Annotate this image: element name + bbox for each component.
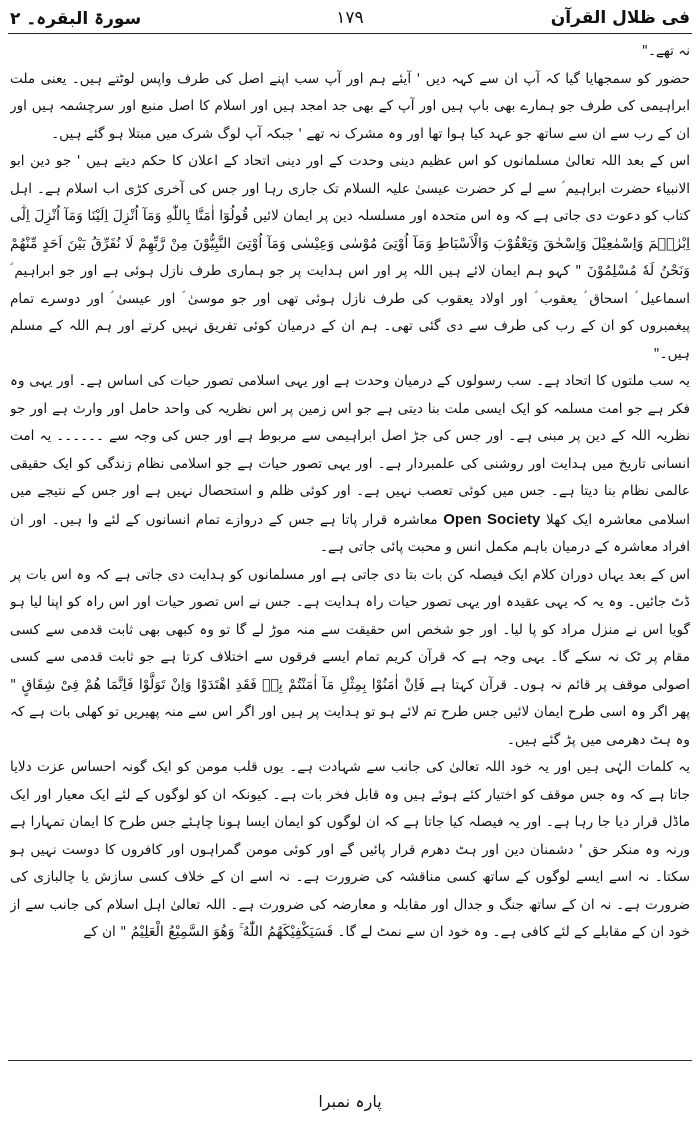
- footer-rule: [8, 1060, 692, 1061]
- book-title: فی ظلال القرآن: [550, 8, 690, 28]
- page-header: [8, 4, 692, 34]
- quran-verse: فَسَیَكْفِیْكَهُمُ اللّٰهُ ۚ وَهُوَ السَّمِیْعُ الْعَلِیْمُ: [130, 924, 334, 940]
- body-text: [10, 38, 690, 1050]
- page-number: ١٧٩: [336, 8, 364, 28]
- surah-title: سورۃ البقرہ۔ ٢: [10, 9, 142, 29]
- paragraph: حضور کو سمجھایا گیا کہ آپ ان سے کہہ دیں ' آیئے ہم اور آپ سب اپنے اصل کی طرف واپس لوٹتے ہیں۔ یعنی ملت ابراہیمی کی طرف جو ہمارے بھی باپ ہیں اور آپ کے بھی جد امجد ہیں اور اسلام کا اصل منبع اور سرچشمہ ہیں اور ان کے رب سے ان سے ساتھ جو عہد کیا ہوا تھا اور وہ مشرک نہ تھے ' جبکہ آپ لوگ شرک میں مبتلا ہو گئے ہیں۔: [10, 70, 690, 142]
- paragraph: اس کے بعد یہاں دوران کلام ایک فیصلہ کن بات بتا دی جاتی ہے اور مسلمانوں کو ہدایت دی جاتی ہے کہ وہ اس بات پر ڈٹ جائیں۔ وہ یہ کہ یہی عقیدہ اور یہی تصور حیات راہ ہدایت ہے۔ جس نے اس تصور حیات اور اس راہ کو اپنا لیا ہو گویا اس نے منزل مراد کو پا لیا۔ اور جو شخص اس حقیقت سے منہ موڑ لے گا تو وہ کبھی بھی ثابت قدمی سے کسی مقام پر ٹک نہ سکے گا۔ یہی وجہ ہے کہ قرآن کریم تمام ایسے فرقوں سے اختلاف کرتا ہے جو ثابت قدمی سے کسی اصولی موقف پر قائم نہ ہوں۔ قرآن کہتا ہے فَاِنْ اٰمَنُوْا بِمِثْلِ مَآ اٰمَنْتُمْ بِهٖ فَقَدِ اهْتَدَوْا وَاِنْ تَوَلَّوْا فَاِنَّمَا هُمْ فِیْ شِقَاقٍ " پھر اگر وہ اسی طرح ایمان لائیں جس طرح تم لائے ہو تو ہدایت پر ہیں اور اگر اس سے منہ پھیریں تو کھلی بات ہے کہ وہ ہٹ دھرمی میں پڑ گئے ہیں۔: [10, 566, 690, 748]
- header-rule: [8, 33, 692, 34]
- quran-verse: فَاِنْ اٰمَنُوْا بِمِثْلِ مَآ اٰمَنْتُمْ بِهٖ فَقَدِ اهْتَدَوْا وَاِنْ تَوَلَّوْا فَاِنَّمَا هُمْ فِیْ شِقَاقٍ: [21, 676, 425, 693]
- paragraph: اس کے بعد اللہ تعالیٰ مسلمانوں کو اس عظیم دینی وحدت کے اور دینی اتحاد کے اعلان کا حکم دیتے ہیں ' جو دین ابو الانبیاء حضرت ابراہیم ؑ سے لے کر حضرت عیسیٰ علیہ السلام تک جاری رہا اور جس کی آخری کڑی اب اسلام ہے۔ اہل کتاب کو دعوت دی جاتی ہے کہ وہ اس متحدہ اور مسلسلہ دین پر ایمان لائیں قُولُوٓا اٰمَنَّا بِاللّٰهِ وَمَآ اُنْزِلَ اِلَیْنَا وَمَآ اُنْزِلَ اِلٰٓى اِبْرٰهٖمَ وَاِسْمٰعِیْلَ وَاِسْحٰقَ وَیَعْقُوْبَ وَالْاَسْبَاطِ وَمَآ اُوْتِیَ مُوْسٰى وَعِیْسٰى وَمَآ اُوْتِیَ النَّبِیُّوْنَ مِنْ رَّبِّهِمْ لَا نُفَرِّقُ بَیْنَ اَحَدٍ مِّنْهُمْ وَنَحْنُ لَهٗ مُسْلِمُوْنَ " کہو ہم ایمان لائے ہیں اللہ پر اور اس ہدایت پر جو ہماری طرف نازل ہوئی ہے اور جو ابراہیم ؑ اسماعیل ؑ اسحاق ؑ یعقوب ؑ اور اولاد یعقوب کی طرف نازل ہوئی تھی اور جو موسیٰ ؑ اور عیسیٰ ؑ اور دوسرے تمام پیغمبروں کو ان کے رب کی طرف سے دی گئی تھی۔ ہم ان کے درمیان کوئی تفریق نہیں کرتے اور ہم اللہ کے مسلم ہیں۔": [10, 153, 690, 362]
- paragraph: نہ تھے۔": [641, 43, 690, 59]
- paragraph: یہ کلمات الہٰی ہیں اور یہ خود اللہ تعالیٰ کی جانب سے شہادت ہے۔ یوں قلب مومن کو ایک گونہ احساس عزت دلایا جاتا ہے کہ وہ جس موقف کو اختیار کئے ہوئے ہیں وہ قابل فخر بات ہے۔ کیونکہ ان کو لوگوں کے لئے ایک معیار اور ایک ماڈل قرار دیا جا رہا ہے۔ اور یہ فیصلہ کیا جاتا ہے کہ ان لوگوں کو ایمان ایسا ہونا چاہئے جس طرح کا ایمان تمہارا ہے ورنہ وہ منکر حق ' دشمنان دین اور ہٹ دھرم قرار پائیں گے اور کوئی مومن گمراہوں اور کافروں کا دوست نہیں ہو سکتا۔ نہ اسے ایسے لوگوں کے ساتھ کسی مناقشہ کی ضرورت ہے۔ نہ اسے ان کے خلاف کسی سازش یا چالبازی کی ضرورت ہے۔ نہ ان کے ساتھ جنگ و جدال اور مقابلہ و معارضہ کی ضرورت ہے۔ اللہ تعالیٰ اہل اسلام کی جانب سے از خود ان کے مقابلے کے لئے کافی ہے۔ وہ خود ان سے نمٹ لے گا۔ فَسَیَكْفِیْكَهُمُ اللّٰهُ ۚ وَهُوَ السَّمِیْعُ الْعَلِیْمُ " ان کے: [10, 759, 690, 940]
- para-number: پارہ نمبرا: [318, 1092, 382, 1111]
- paragraph: یہ سب ملتوں کا اتحاد ہے۔ سب رسولوں کے درمیان وحدت ہے اور یہی اسلامی تصور حیات کی اساس ہے۔ اور یہی وہ فکر ہے جو امت مسلمہ کو ایک ایسی ملت بنا دیتی ہے جو اس زمین پر اس نظریہ کی واحد حامل اور وارث ہے اور جو نظریہ اللہ کے دین پر مبنی ہے۔ اور جس کی جڑ اصل ابراہیمی سے مربوط ہے اور جس کی وجہ سے ۔۔۔۔۔۔ یہ امت انسانی تاریخ میں ہدایت اور روشنی کی علمبردار ہے۔ اور یہی تصور حیات ہے جو اسلامی نظام زندگی کو ایک حقیقی عالمی نظام بنا دیتا ہے۔ جس میں کوئی تعصب نہیں ہے۔ اور کوئی ظلم و استحصال نہیں ہے اور جس کے نتیجے میں اسلامی معاشرہ ایک کھلا Open Society معاشرہ قرار پاتا ہے جس کے دروازے تمام انسانوں کے لئے وا ہیں۔ اور ان افراد معاشرہ کے درمیان باہم مکمل انس و محبت پائی جاتی ہے۔: [10, 373, 690, 555]
- open-society-term: Open Society: [443, 510, 541, 528]
- quran-verse: قُولُوٓا اٰمَنَّا بِاللّٰهِ وَمَآ اُنْزِلَ اِلَیْنَا وَمَآ اُنْزِلَ اِلٰٓى اِبْرٰهٖمَ وَاِسْمٰعِیْلَ وَاِسْحٰقَ وَیَعْقُوْبَ وَالْاَسْبَاطِ وَمَآ اُوْتِیَ مُوْسٰى وَعِیْسٰى وَمَآ اُوْتِیَ النَّبِیُّوْنَ مِنْ رَّبِّهِمْ لَا نُفَرِّقُ بَیْنَ اَحَدٍ مِّنْهُمْ وَنَحْنُ لَهٗ مُسْلِمُوْنَ: [10, 208, 690, 279]
